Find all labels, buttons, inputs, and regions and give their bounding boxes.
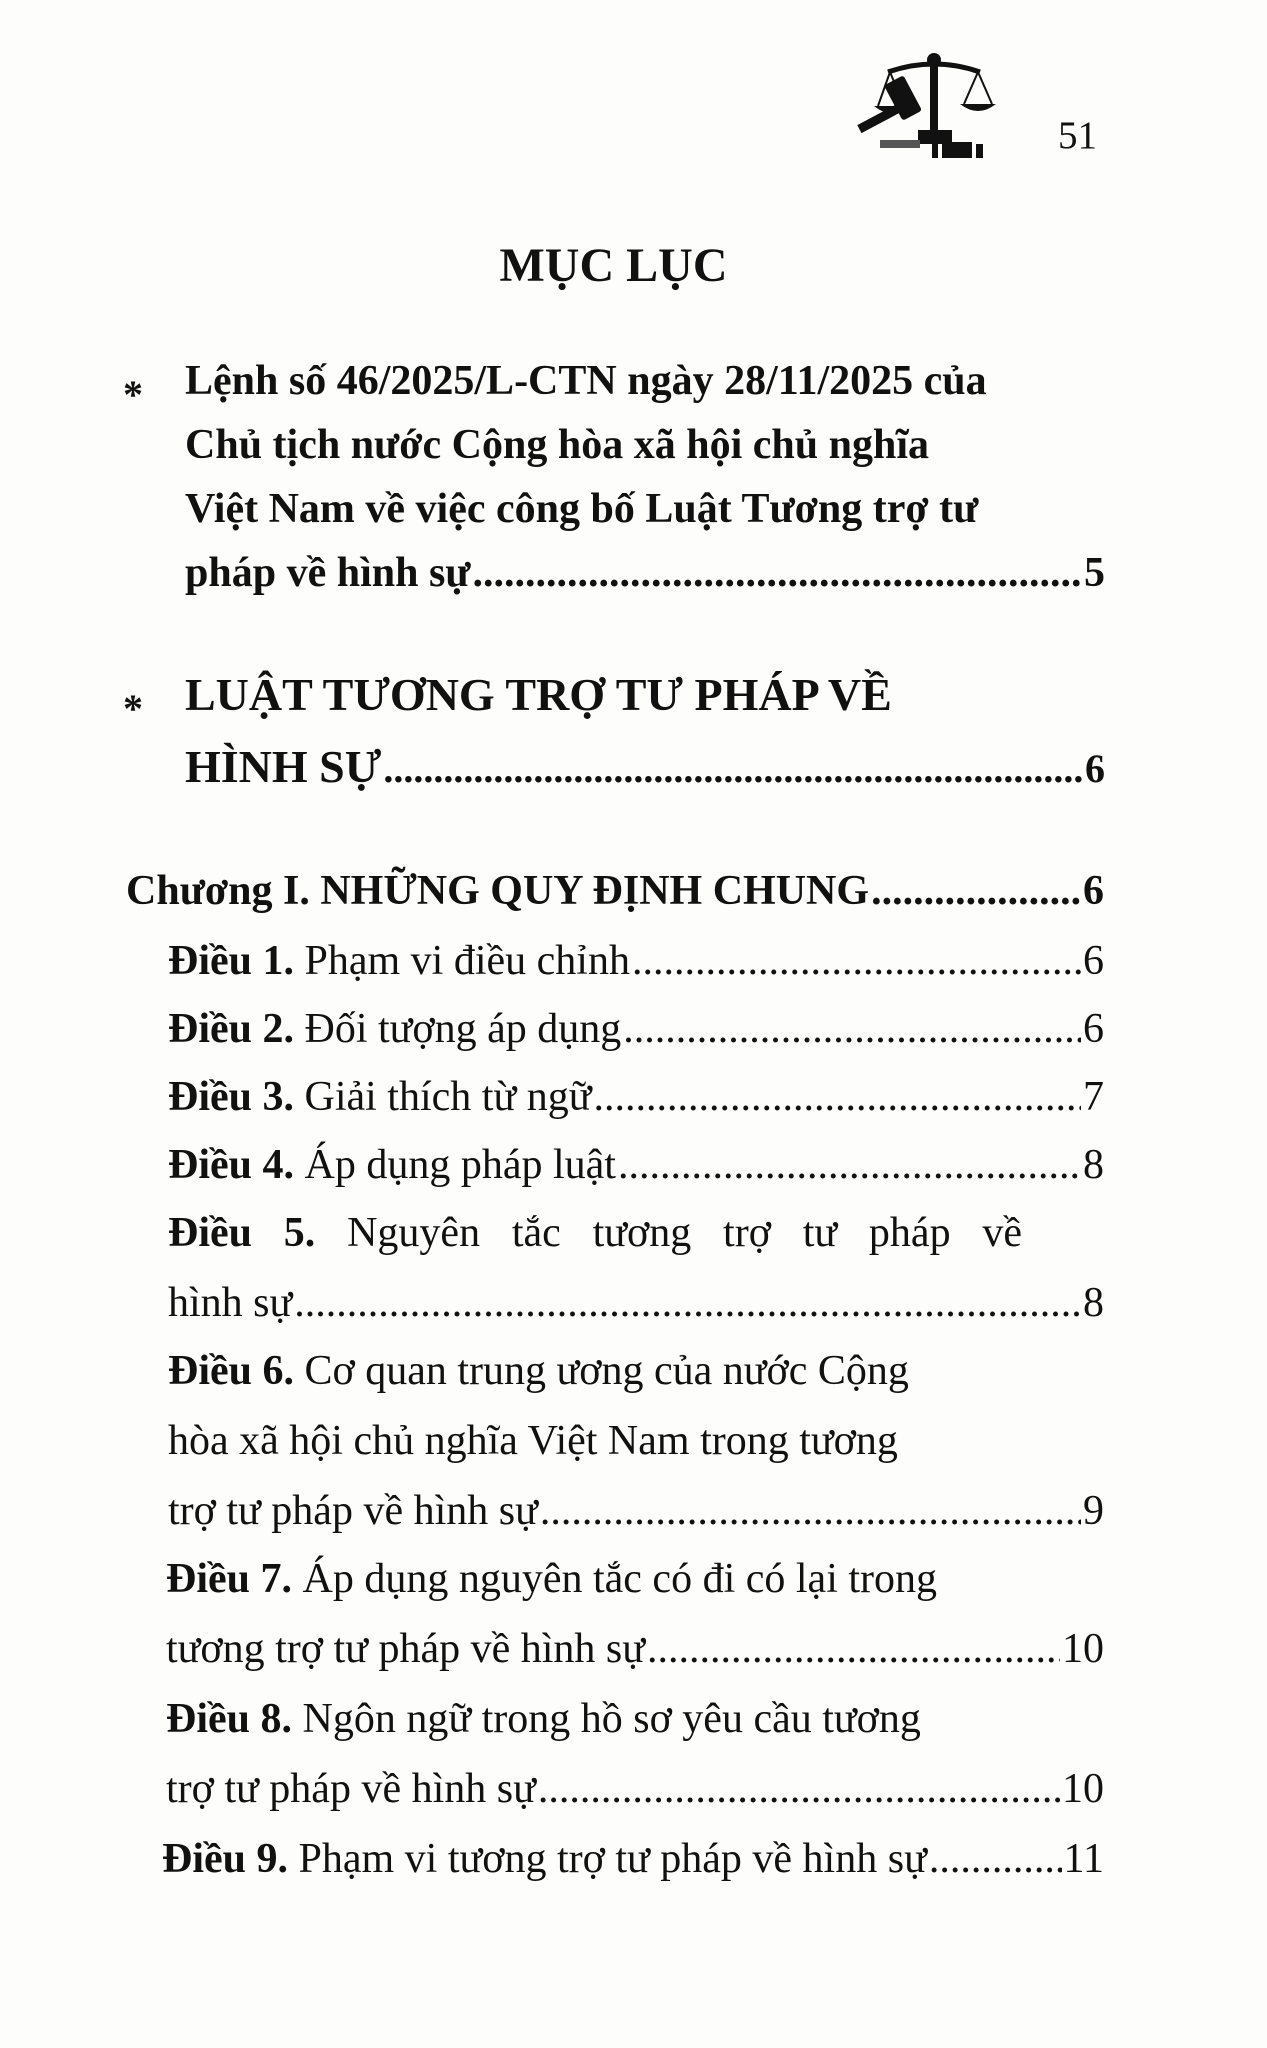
toc-article-6-line2: hòa xã hội chủ nghĩa Việt Nam trong tương	[168, 1418, 898, 1464]
scales-of-justice-gavel-icon	[848, 48, 1020, 160]
toc-article-2[interactable]	[168, 1000, 1104, 1058]
article-label: Điều 9.	[162, 1836, 288, 1882]
page-ref: 10	[1062, 1626, 1104, 1672]
toc-article-5-line1[interactable]	[168, 1204, 1022, 1262]
dot-leader	[647, 1620, 1060, 1678]
article-label: Điều 6.	[168, 1348, 294, 1394]
dot-leader	[540, 1482, 1081, 1540]
toc-article-9[interactable]	[162, 1830, 1104, 1888]
page-ref: 5	[1084, 550, 1105, 596]
dot-leader	[294, 1274, 1081, 1332]
toc-article-6[interactable]	[168, 1482, 1104, 1540]
page-number: 51	[1058, 114, 1097, 157]
article-title: Áp dụng pháp luật	[294, 1142, 616, 1188]
bullet-star: *	[123, 686, 143, 731]
page-ref: 6	[1083, 1006, 1104, 1052]
toc-article-5[interactable]	[168, 1274, 1104, 1332]
article-title-cont: tương trợ tư pháp về hình sự	[166, 1626, 646, 1672]
toc-article-6-line1[interactable]	[168, 1342, 909, 1400]
dot-leader	[632, 932, 1081, 990]
page-title: MỤC LỤC	[499, 239, 728, 292]
dot-leader	[618, 1136, 1081, 1194]
article-title-cont: trợ tư pháp về hình sự	[166, 1766, 536, 1812]
page-ref: 7	[1083, 1074, 1104, 1120]
entry2-line2: HÌNH SỰ	[185, 741, 382, 792]
article-label: Điều 7.	[166, 1556, 292, 1602]
toc-article-8-line1[interactable]	[166, 1690, 921, 1748]
page-ref: 6	[1085, 746, 1105, 791]
dot-leader	[383, 740, 1083, 798]
article-title: Cơ quan trung ương của nước Cộng	[294, 1348, 909, 1394]
page-ref: 10	[1062, 1766, 1104, 1812]
article-title: Giải thích từ ngữ	[294, 1074, 592, 1120]
dot-leader	[538, 1760, 1060, 1818]
article-label: Điều 8.	[166, 1696, 292, 1742]
article-label: Điều 2.	[168, 1006, 294, 1052]
bullet-star: *	[123, 372, 143, 417]
toc-article-3[interactable]	[168, 1068, 1104, 1126]
article-label: Điều 5.	[168, 1210, 316, 1256]
article-title: Áp dụng nguyên tắc có đi có lại trong	[292, 1556, 938, 1602]
article-title: Nguyên tắc tương trợ tư pháp về	[347, 1210, 1022, 1256]
page-ref: 8	[1083, 1142, 1104, 1188]
article-label: Điều 3.	[168, 1074, 294, 1120]
chapter-title: Chương I. NHỮNG QUY ĐỊNH CHUNG	[126, 868, 870, 914]
article-title: Đối tượng áp dụng	[294, 1006, 622, 1052]
page-ref: 11	[1063, 1836, 1104, 1882]
dot-leader	[623, 1000, 1081, 1058]
toc-article-7[interactable]	[166, 1620, 1104, 1678]
article-title-cont: hình sự	[168, 1280, 293, 1326]
toc-article-8[interactable]	[166, 1760, 1104, 1818]
toc-chapter-1[interactable]	[126, 862, 1104, 920]
dot-leader	[594, 1068, 1082, 1126]
article-title-cont: trợ tư pháp về hình sự	[168, 1488, 538, 1534]
article-title: Phạm vi điều chỉnh	[294, 938, 630, 984]
dot-leader	[473, 544, 1082, 602]
page-ref: 9	[1083, 1488, 1104, 1534]
page-ref: 8	[1083, 1280, 1104, 1326]
article-label: Điều 1.	[168, 938, 294, 984]
dot-leader	[929, 1830, 1062, 1888]
article-title: Phạm vi tương trợ tư pháp về hình sự	[288, 1836, 927, 1882]
entry1-line3: Việt Nam về việc công bố Luật Tương trợ tư	[185, 486, 979, 532]
entry2-line1: LUẬT TƯƠNG TRỢ TƯ PHÁP VỀ	[185, 669, 892, 720]
toc-entry-lenh[interactable]	[185, 544, 1105, 602]
entry1-line4: pháp về hình sự	[185, 550, 471, 596]
dot-leader	[871, 862, 1081, 920]
page-ref: 6	[1083, 938, 1104, 984]
page-ref: 6	[1083, 868, 1104, 914]
toc-article-4[interactable]	[168, 1136, 1104, 1194]
toc-entry-luat[interactable]	[185, 738, 1105, 798]
article-title: Ngôn ngữ trong hồ sơ yêu cầu tương	[292, 1696, 921, 1742]
entry1-line1: Lệnh số 46/2025/L-CTN ngày 28/11/2025 của	[185, 358, 987, 404]
article-label: Điều 4.	[168, 1142, 294, 1188]
entry1-line2: Chủ tịch nước Cộng hòa xã hội chủ nghĩa	[185, 422, 929, 468]
toc-article-1[interactable]	[168, 932, 1104, 990]
toc-article-7-line1[interactable]	[166, 1550, 937, 1608]
